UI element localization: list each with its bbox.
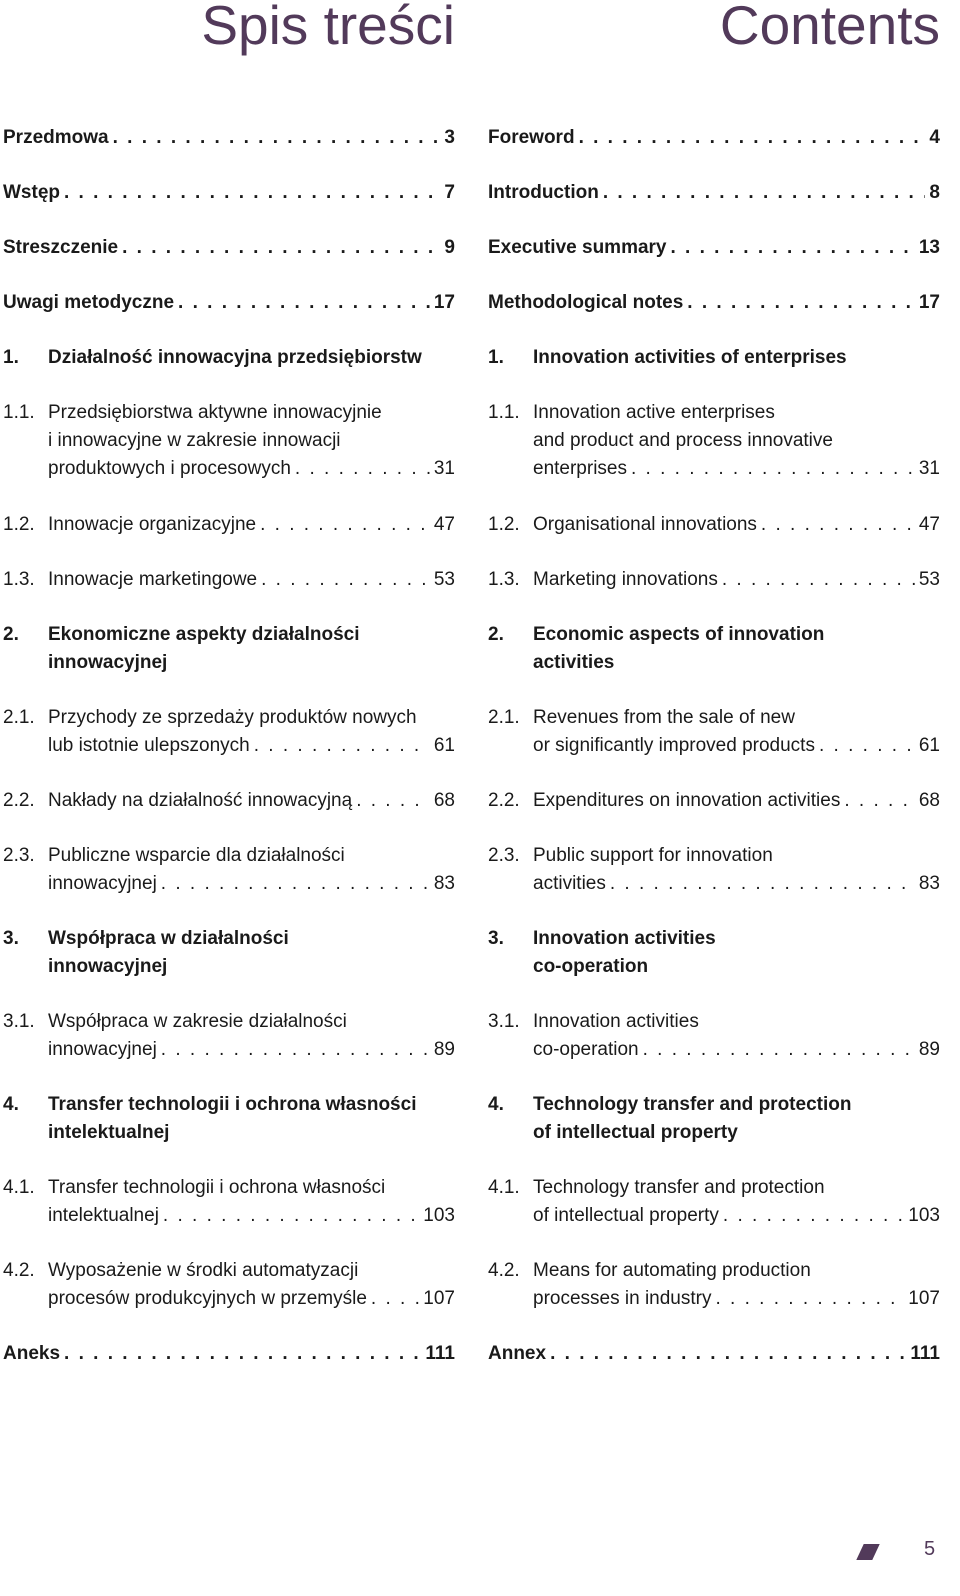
toc-entry-title: Działalność innowacyjna przedsiębiorstw bbox=[48, 347, 422, 368]
toc-entry-title-line: Technology transfer and protection bbox=[533, 1177, 825, 1198]
toc-entry-title: processes in industry bbox=[533, 1288, 712, 1309]
dot-leader bbox=[261, 566, 430, 594]
toc-entry-page: 8 bbox=[929, 182, 940, 203]
toc-entry-page: 89 bbox=[433, 1039, 455, 1060]
toc-entry-number: 3. bbox=[488, 928, 504, 949]
toc-entry-number: 2. bbox=[488, 624, 504, 645]
dot-leader bbox=[163, 1202, 419, 1230]
toc-entry-title: enterprises bbox=[533, 458, 627, 479]
toc-entry-number: 3. bbox=[3, 928, 19, 949]
toc-entry-title: produktowych i procesowych bbox=[48, 458, 291, 479]
toc-entry-title: Aneks bbox=[3, 1343, 61, 1364]
toc-entry[interactable] bbox=[3, 344, 455, 372]
toc-entry[interactable] bbox=[3, 234, 455, 262]
toc-entry-page: 9 bbox=[444, 237, 455, 258]
toc-entry[interactable] bbox=[488, 1091, 940, 1147]
dot-leader bbox=[643, 1036, 915, 1064]
dot-leader bbox=[687, 289, 915, 317]
toc-entry-page: 4 bbox=[929, 127, 940, 148]
dot-leader bbox=[161, 870, 430, 898]
toc-entry-title-line: i innowacyjne w zakresie innowacji bbox=[48, 430, 341, 451]
toc-entry-title: of intellectual property bbox=[533, 1122, 738, 1143]
toc-entry-title: Foreword bbox=[488, 127, 575, 148]
toc-entry-title: Streszczenie bbox=[3, 237, 119, 258]
toc-entry-number: 1.3. bbox=[3, 569, 35, 590]
toc-entry-number: 3.1. bbox=[488, 1011, 520, 1032]
toc-entry-title-line: Wyposażenie w środki automatyzacji bbox=[48, 1260, 359, 1281]
toc-entry-number: 2.3. bbox=[488, 845, 520, 866]
toc-entry-title-line: Publiczne wsparcie dla działalności bbox=[48, 845, 345, 866]
toc-entry-title-line: Innovation active enterprises bbox=[533, 402, 775, 423]
toc-entry[interactable] bbox=[488, 234, 940, 262]
toc-entry-title: innowacyjnej bbox=[48, 873, 157, 894]
toc-entry[interactable] bbox=[488, 124, 940, 152]
toc-entry-title: innowacyjnej bbox=[48, 956, 168, 977]
toc-entry-number: 4. bbox=[488, 1094, 504, 1115]
toc-entry-title: Introduction bbox=[488, 182, 599, 203]
toc-entry-title: activities bbox=[533, 873, 606, 894]
toc-entry-title: innowacyjnej bbox=[48, 1039, 157, 1060]
dot-leader bbox=[723, 1202, 904, 1230]
toc-entry-page: 83 bbox=[433, 873, 455, 894]
toc-entry-page: 31 bbox=[918, 458, 940, 479]
dot-leader bbox=[579, 124, 926, 152]
toc-entry-number: 1. bbox=[3, 347, 19, 368]
toc-entry-number: 4.2. bbox=[3, 1260, 35, 1281]
toc-entry[interactable] bbox=[3, 704, 455, 760]
toc-entry-page: 13 bbox=[918, 237, 940, 258]
toc-entry-title: Marketing innovations bbox=[533, 569, 718, 590]
toc-entry-title: procesów produkcyjnych w przemyśle bbox=[48, 1288, 367, 1309]
toc-entry-page: 111 bbox=[425, 1343, 455, 1364]
toc-entry-title: Przedmowa bbox=[3, 127, 109, 148]
toc-entry[interactable] bbox=[488, 842, 940, 898]
toc-entry-number: 1.3. bbox=[488, 569, 520, 590]
toc-entry-title-line: Ekonomiczne aspekty działalności bbox=[48, 624, 360, 645]
toc-entry-title-line: Transfer technologii i ochrona własności bbox=[48, 1177, 386, 1198]
dot-leader bbox=[356, 787, 430, 815]
toc-entry-title: Organisational innovations bbox=[533, 514, 757, 535]
dot-leader bbox=[603, 179, 926, 207]
toc-entry[interactable] bbox=[488, 511, 940, 539]
toc-entry-page: 17 bbox=[433, 292, 455, 313]
dot-leader bbox=[113, 124, 441, 152]
dot-leader bbox=[819, 732, 915, 760]
toc-entry[interactable] bbox=[488, 1340, 940, 1368]
toc-entry[interactable] bbox=[488, 925, 940, 981]
toc-entry-number: 4.1. bbox=[488, 1177, 520, 1198]
toc-entry-title-line: Means for automating production bbox=[533, 1260, 811, 1281]
toc-entry-title: co-operation bbox=[533, 956, 649, 977]
toc-entry-title-line: Innovation activities bbox=[533, 1011, 699, 1032]
dot-leader bbox=[631, 455, 915, 483]
toc-entry[interactable] bbox=[3, 925, 455, 981]
toc-entry-title: lub istotnie ulepszonych bbox=[48, 735, 250, 756]
toc-entry-page: 89 bbox=[918, 1039, 940, 1060]
toc-entry-title-line: Technology transfer and protection bbox=[533, 1094, 852, 1115]
toc-entry-page: 61 bbox=[433, 735, 455, 756]
toc-entry-number: 4.2. bbox=[488, 1260, 520, 1281]
toc-entry-number: 1.2. bbox=[3, 514, 35, 535]
toc-entry-title-line: Przedsiębiorstwa aktywne innowacyjnie bbox=[48, 402, 382, 423]
toc-entry[interactable] bbox=[3, 621, 455, 677]
toc-entry-page: 53 bbox=[918, 569, 940, 590]
slash-logo-icon bbox=[856, 1544, 879, 1560]
toc-entry-number: 3.1. bbox=[3, 1011, 35, 1032]
dot-leader bbox=[671, 234, 915, 262]
toc-entry-page: 17 bbox=[918, 292, 940, 313]
toc-entry[interactable] bbox=[488, 1257, 940, 1313]
toc-entry-page: 68 bbox=[433, 790, 455, 811]
toc-entry[interactable] bbox=[3, 1257, 455, 1313]
dot-leader bbox=[178, 289, 430, 317]
dot-leader bbox=[254, 732, 430, 760]
toc-entry-title: Executive summary bbox=[488, 237, 667, 258]
dot-leader bbox=[761, 511, 915, 539]
toc-entry-number: 1.1. bbox=[3, 402, 35, 423]
toc-entry-page: 68 bbox=[918, 790, 940, 811]
toc-entry-title: intelektualnej bbox=[48, 1122, 170, 1143]
toc-entry-title-line: Economic aspects of innovation bbox=[533, 624, 825, 645]
toc-entry-page: 61 bbox=[918, 735, 940, 756]
toc-entry-title-line: Revenues from the sale of new bbox=[533, 707, 795, 728]
toc-entry-title: Uwagi metodyczne bbox=[3, 292, 175, 313]
toc-entry-title: Methodological notes bbox=[488, 292, 684, 313]
toc-entry-number: 2.3. bbox=[3, 845, 35, 866]
toc-entry-title: activities bbox=[533, 652, 615, 673]
toc-entry[interactable] bbox=[488, 621, 940, 677]
toc-entry-title-line: Współpraca w zakresie działalności bbox=[48, 1011, 347, 1032]
toc-entry[interactable] bbox=[488, 566, 940, 594]
dot-leader bbox=[295, 455, 430, 483]
toc-entry-title: co-operation bbox=[533, 1039, 639, 1060]
toc-entry-number: 2.2. bbox=[488, 790, 520, 811]
toc-entry-page: 53 bbox=[433, 569, 455, 590]
toc-entry[interactable] bbox=[3, 1008, 455, 1064]
toc-entry-title: or significantly improved products bbox=[533, 735, 815, 756]
toc-entry-number: 4. bbox=[3, 1094, 19, 1115]
toc-entry-title: Nakłady na działalność innowacyjną bbox=[48, 790, 353, 811]
dot-leader bbox=[122, 234, 440, 262]
toc-entry-title: innowacyjnej bbox=[48, 652, 168, 673]
toc-entry-title: Annex bbox=[488, 1343, 547, 1364]
dot-leader bbox=[722, 566, 915, 594]
toc-entry[interactable] bbox=[3, 399, 455, 483]
toc-entry-title: Innovation activities of enterprises bbox=[533, 347, 847, 368]
dot-leader bbox=[610, 870, 915, 898]
toc-entry-title: Innowacje marketingowe bbox=[48, 569, 258, 590]
toc-entry-page: 107 bbox=[908, 1288, 940, 1309]
toc-entry-number: 2.1. bbox=[488, 707, 520, 728]
toc-entry-page: 103 bbox=[908, 1205, 940, 1226]
toc-entry-title: of intellectual property bbox=[533, 1205, 719, 1226]
toc-entry[interactable] bbox=[3, 1174, 455, 1230]
toc-entry[interactable] bbox=[3, 1091, 455, 1147]
toc-entry-title-line: Public support for innovation bbox=[533, 845, 773, 866]
toc-entry[interactable] bbox=[3, 289, 455, 317]
dot-leader bbox=[550, 1340, 906, 1368]
toc-entry-number: 1.1. bbox=[488, 402, 520, 423]
toc-entry-title-line: Współpraca w działalności bbox=[48, 928, 289, 949]
page-number: 5 bbox=[924, 1538, 936, 1560]
toc-entry-title: Innowacje organizacyjne bbox=[48, 514, 257, 535]
toc-entry-title-line: Transfer technologii i ochrona własności bbox=[48, 1094, 417, 1115]
toc-entry[interactable] bbox=[3, 511, 455, 539]
dot-leader bbox=[64, 179, 440, 207]
toc-entry-page: 103 bbox=[423, 1205, 455, 1226]
page-title-english: Contents bbox=[719, 0, 940, 56]
dot-leader bbox=[371, 1285, 419, 1313]
toc-entry-number: 4.1. bbox=[3, 1177, 35, 1198]
page-title-polish: Spis treści bbox=[201, 0, 455, 56]
dot-leader bbox=[64, 1340, 421, 1368]
toc-entry[interactable] bbox=[3, 842, 455, 898]
toc-entry-title-line: Innovation activities bbox=[533, 928, 716, 949]
toc-entry[interactable] bbox=[488, 704, 940, 760]
toc-entry[interactable] bbox=[3, 787, 455, 815]
toc-entry-page: 3 bbox=[444, 127, 455, 148]
toc-entry-number: 1.2. bbox=[488, 514, 520, 535]
toc-entry[interactable] bbox=[3, 179, 455, 207]
toc-entry-title: intelektualnej bbox=[48, 1205, 159, 1226]
toc-entry[interactable] bbox=[488, 1174, 940, 1230]
toc-entry[interactable] bbox=[488, 344, 940, 372]
toc-entry[interactable] bbox=[3, 124, 455, 152]
toc-entry-number: 1. bbox=[488, 347, 504, 368]
dot-leader bbox=[844, 787, 915, 815]
toc-entry-number: 2.1. bbox=[3, 707, 35, 728]
toc-entry[interactable] bbox=[3, 1340, 455, 1368]
toc-entry-page: 7 bbox=[444, 182, 455, 203]
toc-entry-page: 111 bbox=[910, 1343, 940, 1364]
toc-entry-title-line: Przychody ze sprzedaży produktów nowych bbox=[48, 707, 417, 728]
toc-entry-title: Wstęp bbox=[3, 182, 60, 203]
dot-leader bbox=[161, 1036, 430, 1064]
toc-entry[interactable] bbox=[488, 399, 940, 483]
toc-entry[interactable] bbox=[488, 179, 940, 207]
toc-entry-page: 47 bbox=[433, 514, 455, 535]
toc-entry-page: 31 bbox=[433, 458, 455, 479]
toc-entry-page: 83 bbox=[918, 873, 940, 894]
toc-entry-number: 2. bbox=[3, 624, 19, 645]
toc-entry[interactable] bbox=[488, 1008, 940, 1064]
dot-leader bbox=[715, 1285, 904, 1313]
toc-entry-number: 2.2. bbox=[3, 790, 35, 811]
toc-entry-page: 47 bbox=[918, 514, 940, 535]
toc-entry-title: Expenditures on innovation activities bbox=[533, 790, 841, 811]
toc-entry-page: 107 bbox=[423, 1288, 455, 1309]
dot-leader bbox=[260, 511, 430, 539]
toc-entry[interactable] bbox=[3, 566, 455, 594]
toc-entry[interactable] bbox=[488, 787, 940, 815]
toc-entry[interactable] bbox=[488, 289, 940, 317]
toc-entry-title-line: and product and process innovative bbox=[533, 430, 833, 451]
